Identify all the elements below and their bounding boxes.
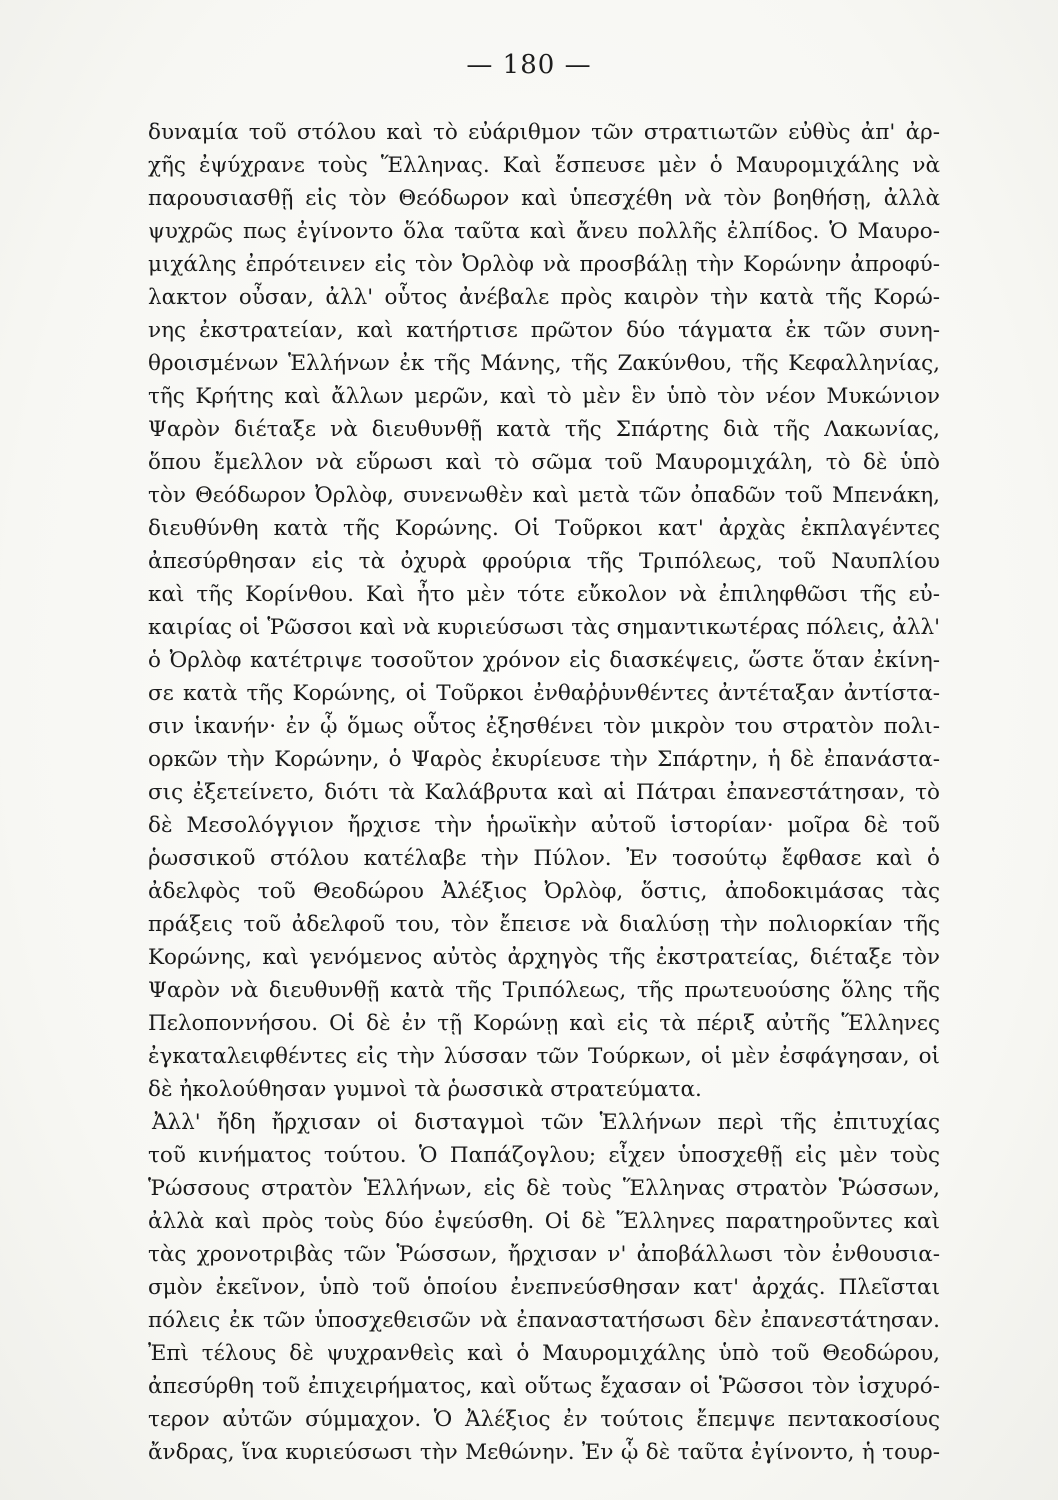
text-line: τερον αὐτῶν σύμμαχον. Ὁ Ἀλέξιος ἐν τούτοις ἔπεμψε πεντακοσίους: [148, 1407, 940, 1432]
text-line: λακτον οὖσαν, ἀλλ' οὗτος ἀνέβαλε πρὸς καιρὸν τὴν κατὰ τῆς Κορώ-: [148, 285, 940, 310]
text-line: ῥωσσικοῦ στόλου κατέλαβε τὴν Πύλον. Ἐν τοσούτῳ ἔφθασε καὶ ὁ: [148, 846, 940, 871]
text-line: πράξεις τοῦ ἀδελφοῦ του, τὸν ἔπεισε νὰ διαλύσῃ τὴν πολιορκίαν τῆς: [148, 912, 940, 937]
text-line: δὲ ἠκολούθησαν γυμνοὶ τὰ ῥωσσικὰ στρατεύματα.: [148, 1077, 702, 1102]
text-line: μιχάλης ἐπρότεινεν εἰς τὸν Ὀρλὸφ νὰ προσβάλῃ τὴν Κορώνην ἀπροφύ-: [148, 252, 940, 277]
text-line: ὅπου ἔμελλον νὰ εὕρωσι καὶ τὸ σῶμα τοῦ Μαυρομιχάλη, τὸ δὲ ὑπὸ: [148, 450, 940, 475]
text-line: Κορώνης, καὶ γενόμενος αὐτὸς ἀρχηγὸς τῆς ἐκστρατείας, διέταξε τὸν: [148, 945, 940, 970]
text-line: σμὸν ἐκεῖνον, ὑπὸ τοῦ ὁποίου ἐνεπνεύσθησαν κατ' ἀρχάς. Πλεῖσται: [148, 1275, 940, 1300]
text-line: πόλεις ἐκ τῶν ὑποσχεθεισῶν νὰ ἐπαναστατήσωσι δὲν ἐπανεστάτησαν.: [148, 1308, 940, 1333]
text-line: ἐγκαταλειφθέντες εἰς τὴν λύσσαν τῶν Τούρκων, οἱ μὲν ἐσφάγησαν, οἱ: [148, 1044, 940, 1069]
text-line: καιρίας οἱ Ῥῶσσοι καὶ νὰ κυριεύσωσι τὰς σημαντικωτέρας πόλεις, ἀλλ': [148, 615, 940, 640]
text-line: θροισμένων Ἑλλήνων ἐκ τῆς Μάνης, τῆς Ζακύνθου, τῆς Κεφαλληνίας,: [148, 351, 940, 376]
text-line: διευθύνθη κατὰ τῆς Κορώνης. Οἱ Τοῦρκοι κατ' ἀρχὰς ἐκπλαγέντες: [148, 516, 940, 541]
text-line: σιν ἱκανήν· ἐν ᾧ ὅμως οὗτος ἐξησθένει τὸν μικρὸν του στρατὸν πολι-: [148, 714, 940, 739]
text-line: τῆς Κρήτης καὶ ἄλλων μερῶν, καὶ τὸ μὲν ἓν ὑπὸ τὸν νέον Μυκώνιον: [148, 384, 940, 409]
text-line: σις ἐξετείνετο, διότι τὰ Καλάβρυτα καὶ αἱ Πάτραι ἐπανεστάτησαν, τὸ: [148, 780, 940, 805]
text-line: Ψαρὸν διέταξε νὰ διευθυνθῇ κατὰ τῆς Σπάρτης διὰ τῆς Λακωνίας,: [148, 417, 940, 442]
text-line: ἀδελφὸς τοῦ Θεοδώρου Ἀλέξιος Ὀρλὸφ, ὅστις, ἀποδοκιμάσας τὰς: [148, 879, 940, 904]
text-line: τὰς χρονοτριβὰς τῶν Ῥώσσων, ἤρχισαν ν' ἀποβάλλωσι τὸν ἐνθουσια-: [148, 1242, 940, 1267]
text-line: παρουσιασθῇ εἰς τὸν Θεόδωρον καὶ ὑπεσχέθη νὰ τὸν βοηθήσῃ, ἀλλὰ: [148, 186, 940, 211]
text-line: ἄνδρας, ἵνα κυριεύσωσι τὴν Μεθώνην. Ἐν ᾧ δὲ ταῦτα ἐγίνοντο, ἡ τουρ-: [148, 1440, 940, 1465]
text-line: Ψαρὸν νὰ διευθυνθῇ κατὰ τῆς Τριπόλεως, τῆς πρωτευούσης ὅλης τῆς: [148, 978, 940, 1003]
page-number: — 180 —: [466, 50, 592, 80]
text-line: Ἀλλ' ἤδη ἤρχισαν οἱ δισταγμοὶ τῶν Ἑλλήνων περὶ τῆς ἐπιτυχίας: [152, 1110, 940, 1135]
text-line: τοῦ κινήματος τούτου. Ὁ Παπάζογλου; εἶχεν ὑποσχεθῇ εἰς μὲν τοὺς: [148, 1143, 940, 1168]
text-line: καὶ τῆς Κορίνθου. Καὶ ἦτο μὲν τότε εὔκολον νὰ ἐπιληφθῶσι τῆς εὐ-: [148, 582, 940, 607]
text-line: χῆς ἐψύχρανε τοὺς Ἕλληνας. Καὶ ἔσπευσε μὲν ὁ Μαυρομιχάλης νὰ: [148, 153, 940, 178]
text-line: νης ἐκστρατείαν, καὶ κατήρτισε πρῶτον δύο τάγματα ἐκ τῶν συνη-: [148, 318, 940, 343]
text-line: ἀπεσύρθησαν εἰς τὰ ὀχυρὰ φρούρια τῆς Τριπόλεως, τοῦ Ναυπλίου: [148, 549, 940, 574]
text-line: ἀλλὰ καὶ πρὸς τοὺς δύο ἐψεύσθη. Οἱ δὲ Ἕλληνες παρατηροῦντες καὶ: [148, 1209, 940, 1234]
text-line: Πελοποννήσου. Οἱ δὲ ἐν τῇ Κορώνῃ καὶ εἰς τὰ πέριξ αὐτῆς Ἕλληνες: [148, 1011, 940, 1036]
body-text: [148, 116, 940, 1469]
text-line: τὸν Θεόδωρον Ὀρλὸφ, συνενωθὲν καὶ μετὰ τῶν ὀπαδῶν τοῦ Μπενάκη,: [148, 483, 940, 508]
text-line: Ἐπὶ τέλους δὲ ψυχρανθεὶς καὶ ὁ Μαυρομιχάλης ὑπὸ τοῦ Θεοδώρου,: [148, 1341, 940, 1366]
text-line: ψυχρῶς πως ἐγίνοντο ὅλα ταῦτα καὶ ἄνευ πολλῆς ἐλπίδος. Ὁ Μαυρο-: [148, 219, 940, 244]
text-line: σε κατὰ τῆς Κορώνης, οἱ Τοῦρκοι ἐνθαῤῥυνθέντες ἀντέταξαν ἀντίστα-: [148, 681, 940, 706]
text-line: Ῥώσσους στρατὸν Ἑλλήνων, εἰς δὲ τοὺς Ἕλληνας στρατὸν Ῥώσσων,: [148, 1176, 940, 1201]
text-line: δυναμία τοῦ στόλου καὶ τὸ εὐάριθμον τῶν στρατιωτῶν εὐθὺς ἀπ' ἀρ-: [148, 120, 940, 145]
text-line: δὲ Μεσολόγγιον ἤρχισε τὴν ἡρωϊκὴν αὐτοῦ ἱστορίαν· μοῖρα δὲ τοῦ: [148, 813, 940, 838]
text-line: ὁ Ὀρλὸφ κατέτριψε τοσοῦτον χρόνον εἰς διασκέψεις, ὥστε ὅταν ἐκίνη-: [148, 648, 940, 673]
text-line: ορκῶν τὴν Κορώνην, ὁ Ψαρὸς ἐκυρίευσε τὴν Σπάρτην, ἡ δὲ ἐπανάστα-: [148, 747, 940, 772]
text-line: ἀπεσύρθη τοῦ ἐπιχειρήματος, καὶ οὕτως ἔχασαν οἱ Ῥῶσσοι τὸν ἰσχυρό-: [148, 1374, 940, 1399]
